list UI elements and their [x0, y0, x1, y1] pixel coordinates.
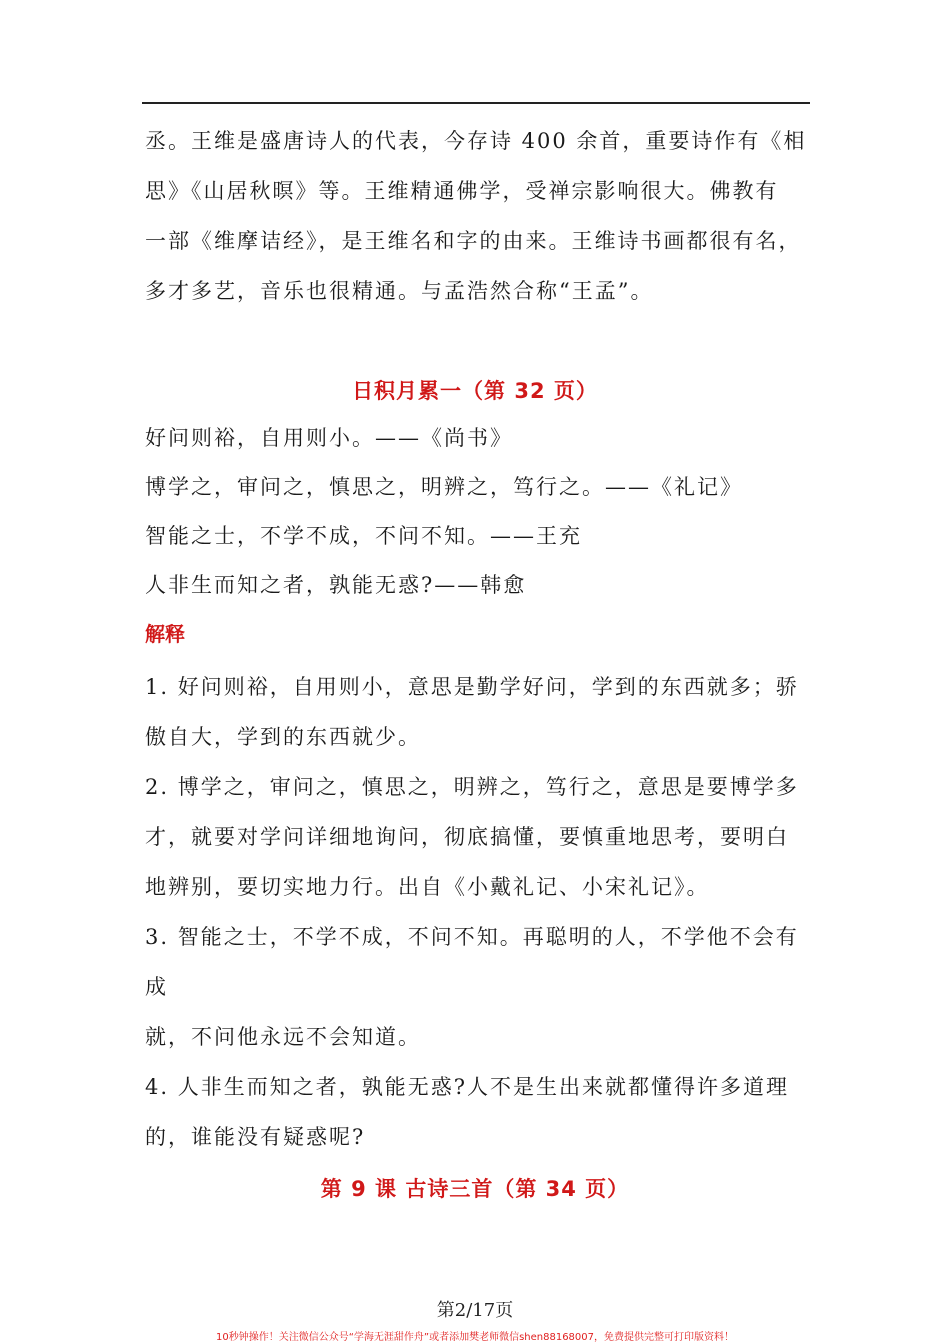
item-line: 4. 人非生而知之者，孰能无惑?人不是生出来就都懂得许多道理	[145, 1075, 789, 1099]
item-line: 地辨别，要切实地力行。出自《小戴礼记、小宋礼记》。	[145, 875, 710, 899]
item-line: 才，就要对学问详细地询问，彻底搞懂，要慎重地思考，要明白	[145, 825, 789, 849]
intro-paragraph	[145, 116, 813, 316]
quote-line: 人非生而知之者，孰能无惑?——韩愈	[145, 573, 527, 597]
item-line: 1. 好问则裕，自用则小，意思是勤学好问，学到的东西就多；骄	[145, 675, 799, 699]
item-line: 傲自大，学到的东西就少。	[145, 725, 421, 749]
explanation-label: 解释	[145, 622, 185, 646]
item-line: 的，谁能没有疑惑呢?	[145, 1125, 366, 1149]
page-number: 第2/17页	[436, 1300, 514, 1321]
explanation-list	[145, 662, 813, 1162]
explanation-item	[145, 912, 813, 1062]
text-line: 丞。王维是盛唐诗人的代表，今存诗 400 余首，重要诗作有《相	[145, 129, 807, 153]
text-line: 多才多艺，音乐也很精通。与孟浩然合称“王孟”。	[145, 279, 654, 303]
quotes-block	[145, 414, 813, 659]
explanation-item	[145, 1062, 813, 1162]
item-line: 3. 智能之士，不学不成，不问不知。再聪明的人，不学他不会有成	[145, 925, 799, 999]
quote-line: 博学之，审问之，慎思之，明辨之，笃行之。——《礼记》	[145, 475, 743, 499]
footer-watermark-note: 10秒钟操作！关注微信公众号“学海无涯甜作舟”或者添加樊老师微信shen88168007，免费提供完整可打印版资料！	[215, 1332, 735, 1343]
section-heading-lesson9: 第 9 课 古诗三首（第 34 页）	[320, 1177, 630, 1201]
quote-line: 智能之士，不学不成，不问不知。——王充	[145, 524, 582, 548]
explanation-item	[145, 762, 813, 912]
text-line: 思》《山居秋暝》等。王维精通佛学，受禅宗影响很大。佛教有	[145, 179, 779, 203]
top-divider	[142, 102, 810, 104]
item-line: 2. 博学之，审问之，慎思之，明辨之，笃行之，意思是要博学多	[145, 775, 799, 799]
section-heading-rijiyuelei: 日积月累一（第 32 页）	[352, 379, 598, 403]
quote-line: 好问则裕，自用则小。——《尚书》	[145, 426, 513, 450]
item-line: 就，不问他永远不会知道。	[145, 1025, 421, 1049]
explanation-item	[145, 662, 813, 762]
text-line: 一部《维摩诘经》，是王维名和字的由来。王维诗书画都很有名，	[145, 229, 802, 253]
